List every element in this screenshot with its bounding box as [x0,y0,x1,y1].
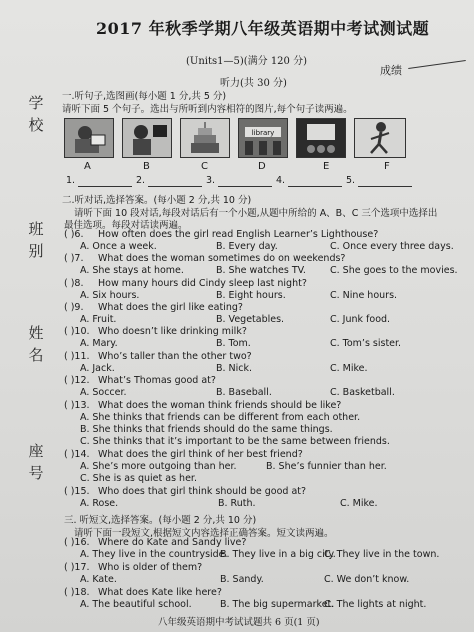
reading-person-picture [64,118,114,158]
question-9-number: ( )9. [64,301,84,313]
picture-letter-d: D [258,161,266,172]
question-16-option-b: B. They live in a big city. [220,549,336,560]
question-10-option-a: A. Mary. [80,338,118,350]
question-8-number: ( )8. [64,277,84,289]
question-8-option-b: B. Eight hours. [216,289,286,301]
question-6-option-c: C. Once every three days. [330,241,454,252]
exam-title: 2017 年秋季学期八年级英语期中考试测试题 [96,19,430,38]
question-13-option-c: C. She thinks that it’s important to be the same between friends. [80,436,390,447]
question-7-option-b: B. She watches TV. [216,265,306,277]
section2-instruction-line2: 最佳选项。每段对话读两遍。 [64,220,188,231]
answer-blank-4[interactable] [288,186,342,187]
question-11-option-a: A. Jack. [80,362,115,374]
question-14-option-c: C. She is as quiet as her. [80,473,197,484]
question-9-option-a: A. Fruit. [80,313,117,325]
answer-blank-3-label: 3. [206,175,216,186]
question-15-text: Who does that girl think should be good at? [98,486,307,497]
question-6-option-b: B. Every day. [216,241,278,252]
library-sign: library [251,129,275,137]
side-label-name: 姓名 [28,324,44,364]
question-14-option-a: A. She’s more outgoing than her. [80,461,237,472]
question-16-option-a: A. They live in the countryside. [80,549,228,560]
question-6-text: How often does the girl read English Learner’s Lighthouse? [98,229,379,240]
section1-instruction: 请听下面 5 个句子。选出与所听到内容相符的图片,每个句子读两遍。 [62,104,353,115]
question-17-text: Who is older of them? [98,562,203,573]
question-18-option-c: C. The lights at night. [324,599,427,610]
question-13-option-a: A. She thinks that friends can be different from each other. [80,412,361,423]
question-8-option-a: A. Six hours. [80,289,140,301]
question-18-option-a: A. The beautiful school. [80,599,192,610]
question-11-option-b: B. Nick. [216,362,253,374]
library-picture [238,118,288,158]
question-15-option-c: C. Mike. [340,498,378,509]
tv-watcher-picture [122,118,172,158]
question-13-text: What does the woman think friends should be like? [98,400,342,411]
score-label: 成绩 [380,64,402,77]
answer-blank-5-label: 5. [346,175,356,186]
section3-heading: 三. 听短文,选择答案。(每小题 2 分,共 10 分) [64,515,257,526]
question-6-number: ( )6. [64,229,84,240]
section2-heading: 二.听对话,选择答案。(每小题 2 分,共 10 分) [62,195,252,206]
question-11-number: ( )11. [64,350,90,362]
question-15-number: ( )15. [64,486,90,497]
answer-blank-1[interactable] [78,186,132,187]
section1-heading: 一.听句子,选图画(每小题 1 分,共 5 分) [62,91,227,102]
picture-letter-c: C [201,161,208,172]
question-9-text: What does the girl like eating? [98,301,243,313]
question-18-option-b: B. The big supermarket. [220,599,335,610]
section2-instruction-line1: 请听下面 10 段对话,每段对话后有一个小题,从题中所给的 A、B、C 三个选项中选择出 [74,208,438,219]
question-8-text: How many hours did Cindy sleep last night? [98,277,307,289]
question-17-number: ( )17. [64,562,90,573]
picture-letter-f: F [384,161,390,172]
question-10-text: Who doesn’t like drinking milk? [98,326,247,338]
question-12-text: What’s Thomas good at? [98,374,216,386]
question-12-option-a: A. Soccer. [80,386,127,398]
section3-instruction: 请听下面一段短文,根据短文内容选择正确答案。短文读两遍。 [74,528,334,539]
question-7-text: What does the woman sometimes do on weekends? [98,253,346,265]
question-9-option-b: B. Vegetables. [216,313,285,325]
answer-blank-3[interactable] [218,186,272,187]
question-7-option-c: C. She goes to the movies. [330,265,458,277]
side-label-seat: 座号 [28,442,44,482]
birthday-cake-picture [180,118,230,158]
question-14-text: What does the girl think of her best friend? [98,449,303,460]
page-footer: 八年级英语期中考试试题共 6 页(1 页) [158,617,320,628]
question-16-option-c: C. They live in the town. [324,549,440,560]
question-16-number: ( )16. [64,537,90,548]
question-12-option-b: B. Baseball. [216,386,272,398]
movie-theater-picture [296,118,346,158]
question-14-option-b: B. She’s funnier than her. [266,461,387,472]
answer-blank-2[interactable] [148,186,202,187]
answer-blank-5[interactable] [358,186,412,187]
answer-blank-4-label: 4. [276,175,286,186]
question-9-option-c: C. Junk food. [330,313,391,325]
picture-letter-e: E [323,161,330,172]
question-13-option-b: B. She thinks that friends should do the same things. [80,424,333,435]
answer-blank-1-label: 1. [66,175,76,186]
question-18-number: ( )18. [64,587,90,598]
question-15-option-b: B. Ruth. [218,498,256,509]
picture-letter-a: A [84,161,91,172]
question-12-number: ( )12. [64,374,90,386]
question-10-number: ( )10. [64,326,90,338]
question-11-option-c: C. Mike. [330,362,368,374]
question-17-option-a: A. Kate. [80,574,117,585]
question-11-text: Who’s taller than the other two? [98,350,252,362]
question-17-option-b: B. Sandy. [220,574,264,585]
question-10-option-c: C. Tom’s sister. [330,338,402,350]
question-6-option-a: A. Once a week. [80,241,157,252]
exam-subtitle: (Units1—5)(满分 120 分) [186,56,307,67]
question-14-number: ( )14. [64,449,90,460]
question-18-text: What does Kate like here? [98,587,222,598]
listening-heading: 听力(共 30 分) [220,78,287,89]
question-10-option-b: B. Tom. [216,338,251,350]
question-7-option-a: A. She stays at home. [80,265,184,277]
picture-letter-b: B [143,161,150,172]
question-17-option-c: C. We don’t know. [324,574,410,585]
question-8-option-c: C. Nine hours. [330,289,398,301]
question-12-option-c: C. Basketball. [330,386,395,398]
side-label-class: 班别 [28,220,44,260]
running-person-picture [354,118,406,158]
question-15-option-a: A. Rose. [80,498,119,509]
question-13-number: ( )13. [64,400,90,411]
question-16-text: Where do Kate and Sandy live? [98,537,247,548]
answer-blank-2-label: 2. [136,175,146,186]
question-7-number: ( )7. [64,253,84,265]
side-label-school: 学校 [28,94,44,134]
